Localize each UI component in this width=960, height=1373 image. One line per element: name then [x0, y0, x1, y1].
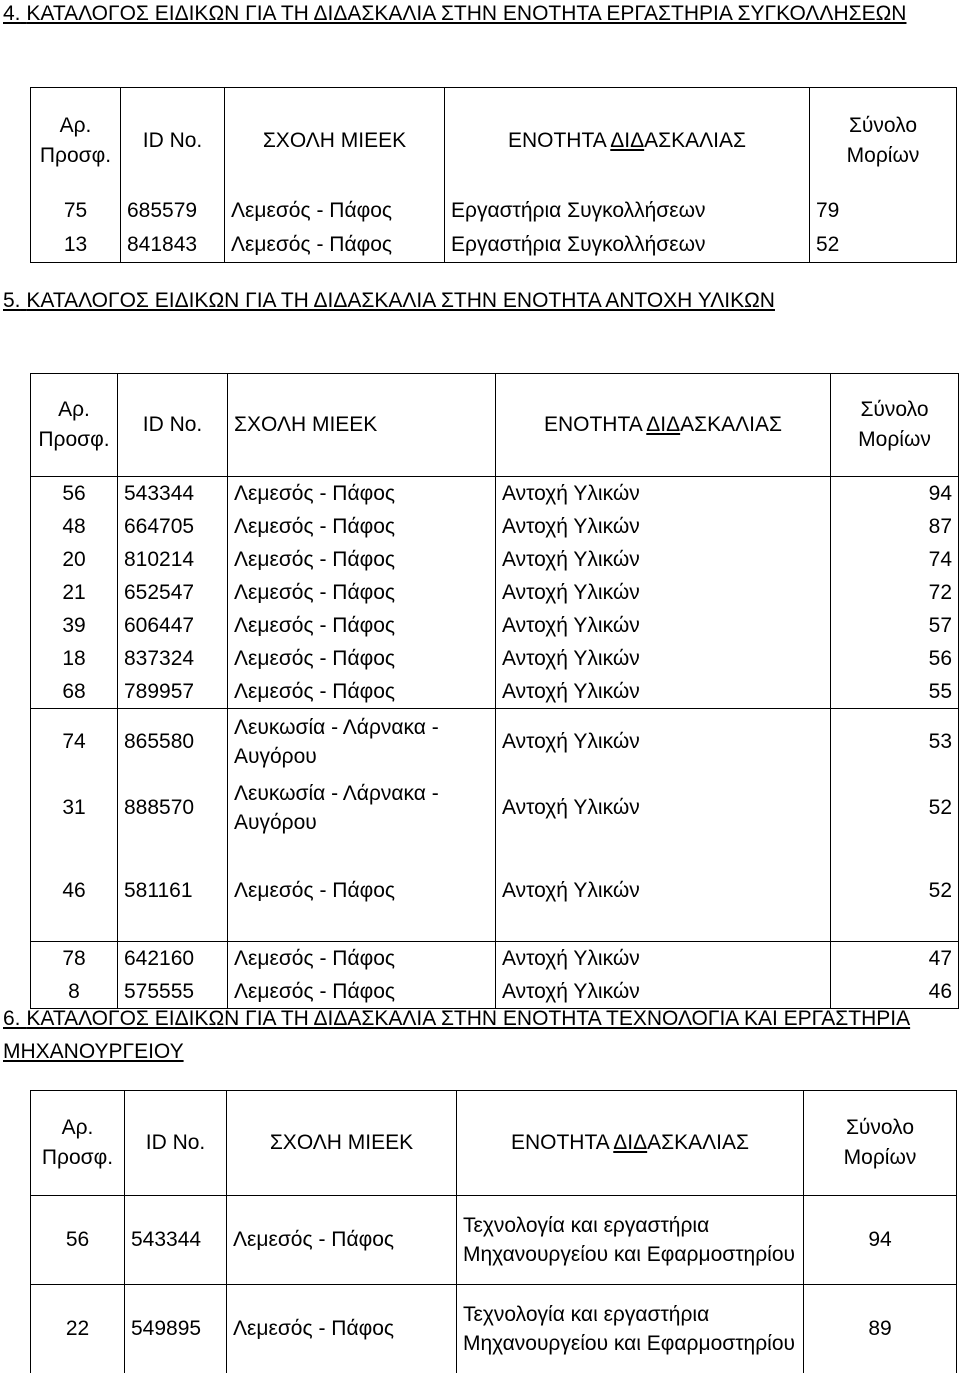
cell-unit: Αντοχή Υλικών: [496, 510, 831, 543]
cell-ar: 21: [31, 576, 118, 609]
section-4-number: 4.: [3, 2, 21, 25]
cell-total: 74: [831, 543, 959, 576]
section-4-title-text: ΚΑΤΑΛΟΓΟΣ ΕΙΔΙΚΩΝ ΓΙΑ ΤΗ ΔΙΔΑΣΚΑΛΙΑ ΣΤΗΝ ΕΝΟΤΗΤΑ ΕΡΓΑΣΤΗΡΙΑ ΣΥΓΚΟΛΛΗΣΕΩΝ: [26, 2, 907, 25]
cell-school: Λευκωσία - Λάρνακα - Αυγόρου: [228, 709, 496, 776]
cell-ar: 31: [31, 775, 118, 841]
cell-ar: 46: [31, 841, 118, 942]
table-header-row: [31, 374, 959, 477]
cell-total: 94: [831, 477, 959, 511]
cell-school: Λεμεσός - Πάφος: [228, 841, 496, 942]
cell-unit: Αντοχή Υλικών: [496, 709, 831, 776]
section-4-table: [30, 87, 957, 263]
cell-ar: 13: [31, 228, 121, 263]
cell-school: Λεμεσός - Πάφος: [225, 228, 445, 263]
cell-total: 52: [810, 228, 957, 263]
cell-id: 543344: [125, 1196, 227, 1285]
header-id-no: ID No.: [118, 374, 228, 477]
cell-id: 642160: [118, 942, 228, 976]
cell-ar: 39: [31, 609, 118, 642]
cell-ar: 56: [31, 1196, 125, 1285]
cell-school: Λεμεσός - Πάφος: [228, 642, 496, 675]
cell-unit: Αντοχή Υλικών: [496, 609, 831, 642]
section-6-title-text: ΚΑΤΑΛΟΓΟΣ ΕΙΔΙΚΩΝ ΓΙΑ ΤΗ ΔΙΔΑΣΚΑΛΙΑ ΣΤΗΝ ΕΝΟΤΗΤΑ ΤΕΧΝΟΛΟΓΙΑ ΚΑΙ ΕΡΓΑΣΤΗΡΙΑ ΜΗΧΑΝΟΥΡΓΕΙΟΥ: [3, 1007, 911, 1063]
header-ar-prosf: Αρ. Προσφ.: [31, 1091, 125, 1196]
cell-school: Λεμεσός - Πάφος: [228, 675, 496, 709]
cell-unit: Αντοχή Υλικών: [496, 675, 831, 709]
table-row: [31, 510, 959, 543]
header-unit: ΕΝΟΤΗΤΑ ΔΙΔΑΣΚΑΛΙΑΣ: [445, 88, 810, 195]
header-id-no: ID No.: [125, 1091, 227, 1196]
cell-unit: Αντοχή Υλικών: [496, 942, 831, 976]
cell-school: Λεμεσός - Πάφος: [228, 576, 496, 609]
table-row: [31, 709, 959, 776]
cell-unit: Εργαστήρια Συγκολλήσεων: [445, 194, 810, 228]
table-row: [31, 642, 959, 675]
cell-unit: Τεχνολογία και εργαστήρια Μηχανουργείου και Εφαρμοστηρίου: [457, 1196, 804, 1285]
header-school: ΣΧΟΛΗ ΜΙΕΕΚ: [225, 88, 445, 195]
table-row: [31, 194, 957, 228]
cell-school: Λεμεσός - Πάφος: [227, 1196, 457, 1285]
cell-total: 46: [831, 975, 959, 1009]
cell-total: 55: [831, 675, 959, 709]
cell-id: 837324: [118, 642, 228, 675]
section-6-number: 6.: [3, 1007, 21, 1030]
table-header-row: [31, 1091, 957, 1196]
section-5-table: [30, 373, 959, 1009]
cell-total: 52: [831, 775, 959, 841]
header-ar-prosf: Αρ. Προσφ.: [31, 88, 121, 195]
section-5-number: 5.: [3, 289, 21, 312]
cell-ar: 18: [31, 642, 118, 675]
cell-ar: 22: [31, 1285, 125, 1373]
cell-id: 575555: [118, 975, 228, 1009]
section-5-title-text: ΚΑΤΑΛΟΓΟΣ ΕΙΔΙΚΩΝ ΓΙΑ ΤΗ ΔΙΔΑΣΚΑΛΙΑ ΣΤΗΝ ΕΝΟΤΗΤΑ ΑΝΤΟΧΗ ΥΛΙΚΩΝ: [26, 289, 775, 312]
cell-ar: 48: [31, 510, 118, 543]
cell-total: 52: [831, 841, 959, 942]
cell-id: 652547: [118, 576, 228, 609]
table-row: [31, 1196, 957, 1285]
header-school: ΣΧΟΛΗ ΜΙΕΕΚ: [227, 1091, 457, 1196]
cell-id: 685579: [121, 194, 225, 228]
cell-school: Λεμεσός - Πάφος: [228, 543, 496, 576]
table-row: [31, 841, 959, 942]
cell-unit: Αντοχή Υλικών: [496, 975, 831, 1009]
header-unit: ΕΝΟΤΗΤΑ ΔΙΔΑΣΚΑΛΙΑΣ: [496, 374, 831, 477]
table-row: [31, 228, 957, 263]
cell-ar: 56: [31, 477, 118, 511]
section-6-table: [30, 1090, 957, 1373]
table-header-row: [31, 88, 957, 195]
header-ar-prosf: Αρ. Προσφ.: [31, 374, 118, 477]
cell-unit: Αντοχή Υλικών: [496, 775, 831, 841]
cell-total: 53: [831, 709, 959, 776]
cell-ar: 20: [31, 543, 118, 576]
table-row: [31, 775, 959, 841]
cell-id: 581161: [118, 841, 228, 942]
cell-ar: 75: [31, 194, 121, 228]
cell-unit: Αντοχή Υλικών: [496, 642, 831, 675]
section-5-title: [3, 284, 953, 317]
table-row: [31, 1285, 957, 1373]
table-row: [31, 477, 959, 511]
cell-total: 79: [810, 194, 957, 228]
cell-total: 94: [804, 1196, 957, 1285]
cell-id: 888570: [118, 775, 228, 841]
table-row: [31, 942, 959, 976]
cell-id: 865580: [118, 709, 228, 776]
cell-total: 56: [831, 642, 959, 675]
cell-id: 789957: [118, 675, 228, 709]
cell-total: 47: [831, 942, 959, 976]
cell-ar: 78: [31, 942, 118, 976]
cell-total: 72: [831, 576, 959, 609]
header-unit: ΕΝΟΤΗΤΑ ΔΙΔΑΣΚΑΛΙΑΣ: [457, 1091, 804, 1196]
cell-id: 810214: [118, 543, 228, 576]
cell-ar: 74: [31, 709, 118, 776]
table-row: [31, 609, 959, 642]
cell-school: Λεμεσός - Πάφος: [228, 942, 496, 976]
cell-id: 543344: [118, 477, 228, 511]
cell-unit: Αντοχή Υλικών: [496, 576, 831, 609]
cell-total: 57: [831, 609, 959, 642]
cell-total: 87: [831, 510, 959, 543]
cell-id: 606447: [118, 609, 228, 642]
header-school: ΣΧΟΛΗ ΜΙΕΕΚ: [228, 374, 496, 477]
cell-school: Λεμεσός - Πάφος: [227, 1285, 457, 1373]
cell-id: 664705: [118, 510, 228, 543]
header-total: Σύνολο Μορίων: [804, 1091, 957, 1196]
cell-ar: 8: [31, 975, 118, 1009]
table-row: [31, 675, 959, 709]
cell-total: 89: [804, 1285, 957, 1373]
table-row: [31, 543, 959, 576]
cell-school: Λεμεσός - Πάφος: [228, 477, 496, 511]
table-row: [31, 576, 959, 609]
section-4-title: [3, 0, 953, 30]
cell-school: Λευκωσία - Λάρνακα - Αυγόρου: [228, 775, 496, 841]
cell-school: Λεμεσός - Πάφος: [228, 510, 496, 543]
header-id-no: ID No.: [121, 88, 225, 195]
cell-school: Λεμεσός - Πάφος: [228, 975, 496, 1009]
section-6-title: [3, 1002, 953, 1068]
header-total: Σύνολο Μορίων: [810, 88, 957, 195]
cell-ar: 68: [31, 675, 118, 709]
cell-unit: Τεχνολογία και εργαστήρια Μηχανουργείου και Εφαρμοστηρίου: [457, 1285, 804, 1373]
cell-school: Λεμεσός - Πάφος: [225, 194, 445, 228]
cell-unit: Εργαστήρια Συγκολλήσεων: [445, 228, 810, 263]
header-total: Σύνολο Μορίων: [831, 374, 959, 477]
cell-unit: Αντοχή Υλικών: [496, 841, 831, 942]
cell-id: 549895: [125, 1285, 227, 1373]
cell-id: 841843: [121, 228, 225, 263]
cell-school: Λεμεσός - Πάφος: [228, 609, 496, 642]
cell-unit: Αντοχή Υλικών: [496, 477, 831, 511]
cell-unit: Αντοχή Υλικών: [496, 543, 831, 576]
